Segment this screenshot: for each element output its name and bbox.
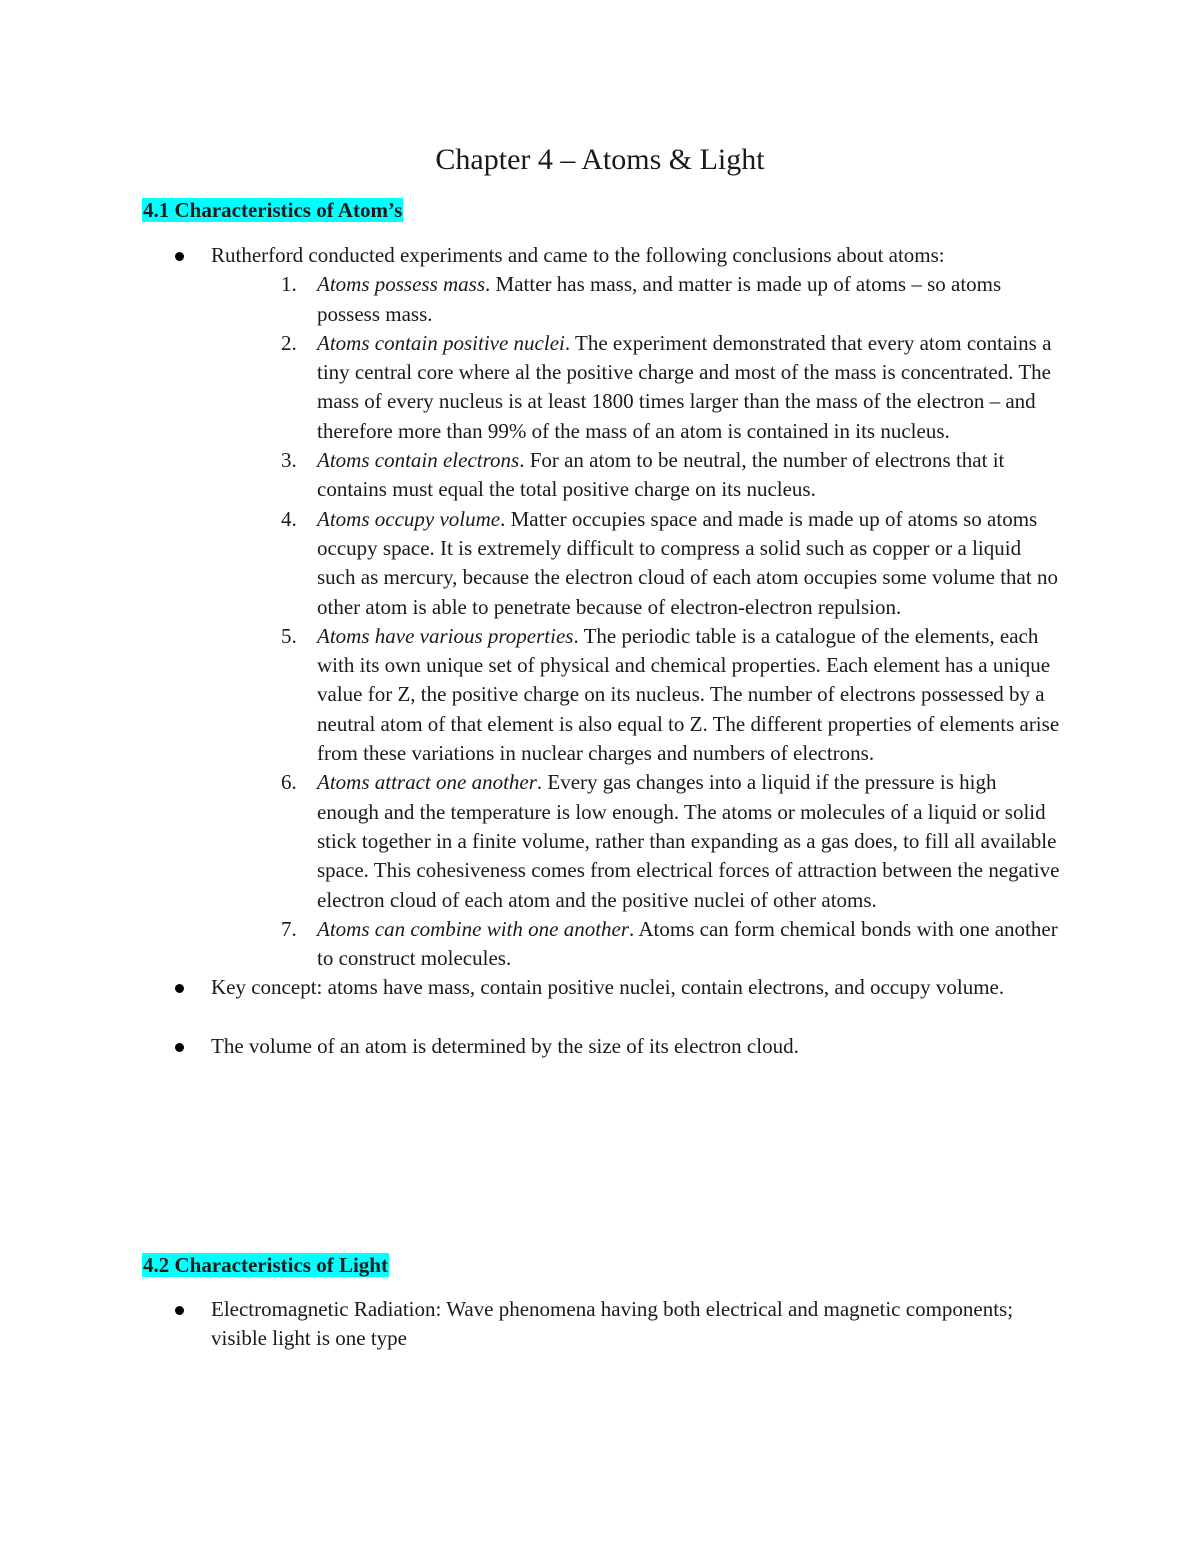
conclusion-number: 2.: [281, 330, 297, 355]
bullet-electromagnetic: [0, 1295, 1061, 1354]
section-heading-atoms-text: 4.1 Characteristics of Atom’s: [143, 198, 403, 222]
conclusion-body: . The experiment demonstrated that every atom contains a tiny central core where al the positive charge and most of the mass is concentrated. The mass of every nucleus is at least 1800 times larger than the mass of the electron – and therefore more than 99% of the mass of an atom is contained in its nucleus.: [317, 330, 1052, 443]
conclusion-number: 4.: [281, 506, 297, 531]
conclusion-item: [281, 270, 1062, 329]
conclusion-lead: Atoms attract one another: [317, 770, 537, 795]
conclusions-list: [211, 270, 1061, 973]
conclusion-item: [281, 329, 1062, 446]
conclusion-body: . The periodic table is a catalogue of the elements, each with its own unique set of physical and chemical properties. Each element has a unique value for Z, the positive charge on its nucleus. The number of electrons possessed by a neutral atom of that element is also equal to Z. The different properties of elements arise from these variations in nuclear charges and numbers of electrons.: [317, 623, 1060, 766]
conclusion-lead: Atoms possess mass: [317, 272, 486, 297]
conclusion-item: [281, 915, 1062, 974]
conclusion-number: 1.: [281, 272, 297, 297]
bullet-dot-icon: [175, 984, 184, 993]
section-heading-atoms: [142, 196, 403, 225]
conclusion-item: [281, 505, 1062, 622]
light-bullet-list: [0, 1295, 1200, 1354]
conclusion-body: . Matter has mass, and matter is made up of atoms – so atoms possess mass.: [317, 272, 1002, 326]
conclusion-lead: Atoms contain electrons: [317, 448, 520, 473]
conclusion-number: 7.: [281, 916, 297, 941]
conclusion-lead: Atoms can combine with one another: [317, 916, 630, 941]
key-concept-text: Key concept: atoms have mass, contain positive nuclei, contain electrons, and occupy volume.: [211, 975, 1005, 1000]
conclusion-number: 6.: [281, 770, 297, 795]
bullet-rutherford: [0, 241, 1061, 973]
bullet-key-concept: [0, 973, 1061, 1002]
conclusion-number: 5.: [281, 623, 297, 648]
conclusion-body: . Matter occupies space and made is made up of atoms so atoms occupy space. It is extremely difficult to compress a solid such as copper or a liquid such as mercury, because the electron cloud of each atom occupies some volume that no other atom is able to penetrate because of electron-electron repulsion.: [317, 506, 1058, 619]
conclusion-body: . For an atom to be neutral, the number of electrons that it contains must equal the total positive charge on its nucleus.: [317, 448, 1005, 502]
document-title: Chapter 4 – Atoms & Light: [435, 143, 765, 176]
electromagnetic-text: Electromagnetic Radiation: Wave phenomena having both electrical and magnetic components; visible light is one type: [211, 1297, 1014, 1351]
conclusion-number: 3.: [281, 448, 297, 473]
bullet-dot-icon: [175, 1043, 184, 1052]
conclusion-body: . Atoms can form chemical bonds with one another to construct molecules.: [317, 916, 1058, 971]
bullet-dot-icon: [175, 252, 184, 261]
conclusion-lead: Atoms contain positive nuclei: [317, 330, 565, 355]
section-heading-light-text: 4.2 Characteristics of Light: [143, 1253, 388, 1277]
section-heading-light: [142, 1251, 389, 1280]
bullet-volume: [0, 1032, 1061, 1061]
conclusion-item: [281, 768, 1062, 914]
atoms-bullet-list: [0, 241, 1200, 1061]
conclusion-item: [281, 622, 1062, 768]
conclusion-lead: Atoms occupy volume: [317, 506, 501, 531]
conclusion-item: [281, 446, 1062, 505]
conclusion-lead: Atoms have various properties: [317, 623, 574, 648]
bullet-dot-icon: [175, 1306, 184, 1315]
volume-note-text: The volume of an atom is determined by the size of its electron cloud.: [211, 1033, 799, 1058]
rutherford-intro: Rutherford conducted experiments and came to the following conclusions about atoms:: [211, 243, 945, 267]
conclusion-body: . Every gas changes into a liquid if the pressure is high enough and the temperature is low enough. The atoms or molecules of a liquid or solid stick together in a finite volume, rather than expanding as a gas does, to fill all available space. This cohesiveness comes from electrical forces of attraction between the negative electron cloud of each atom and the positive nuclei of other atoms.: [317, 770, 1060, 912]
